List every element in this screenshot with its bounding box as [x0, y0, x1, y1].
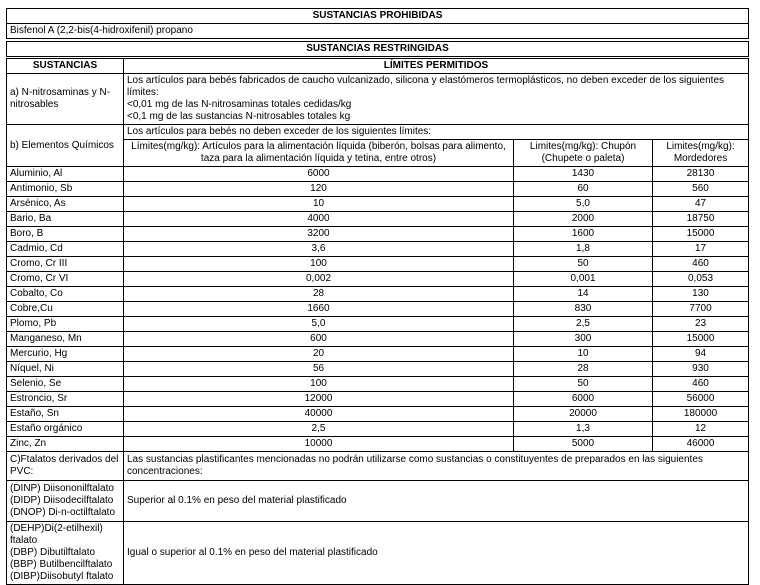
- nitrosamines-limits: [124, 74, 749, 125]
- phthalate-item: (DIDP) Diisodecilftalato: [10, 495, 114, 506]
- limits-header-pacifier: Limites(mg/kg): Chupón (Chupete o paleta): [514, 140, 653, 167]
- limit-pacifier: 20000: [514, 407, 653, 422]
- col-header-limits: LÍMITES PERMITIDOS: [124, 59, 749, 74]
- limit-liquid: 100: [124, 257, 514, 272]
- limit-liquid: 5,0: [124, 317, 514, 332]
- limit-teethers: 460: [653, 377, 749, 392]
- nitrosamines-label: a) N-nitrosaminas y N-nitrosables: [7, 74, 124, 125]
- limit-teethers: 7700: [653, 302, 749, 317]
- element-name: Níquel, Ni: [7, 362, 124, 377]
- limit-liquid: 100: [124, 377, 514, 392]
- element-name: Mercurio, Hg: [7, 347, 124, 362]
- limit-teethers: 18750: [653, 212, 749, 227]
- element-row: [7, 182, 749, 197]
- phthalates-group2-row: [7, 522, 749, 585]
- element-name: Arsénico, As: [7, 197, 124, 212]
- limit-pacifier: 2,5: [514, 317, 653, 332]
- element-row: [7, 422, 749, 437]
- phthalate-item: (DINP) Diisononilftalato: [10, 483, 114, 494]
- elements-intro-text: Los artículos para bebés no deben exceder de los siguientes límites:: [124, 125, 749, 140]
- limits-header-teethers: Limites(mg/kg): Mordedores: [653, 140, 749, 167]
- limit-pacifier: 60: [514, 182, 653, 197]
- element-name: Estaño, Sn: [7, 407, 124, 422]
- phthalate-item: (DNOP) Di-n-octilftalato: [10, 507, 116, 518]
- element-name: Cobalto, Co: [7, 287, 124, 302]
- element-row: [7, 167, 749, 182]
- phthalate-item: (BBP) Butilbencilftalato: [10, 559, 113, 570]
- limit-teethers: 560: [653, 182, 749, 197]
- element-name: Cobre,Cu: [7, 302, 124, 317]
- prohibited-substance-item: Bisfenol A (2,2-bis(4-hidroxifenil) propano: [7, 24, 749, 39]
- element-name: Boro, B: [7, 227, 124, 242]
- limit-teethers: 0,053: [653, 272, 749, 287]
- restricted-section-title: SUSTANCIAS RESTRINGIDAS: [7, 42, 749, 57]
- element-name: Zinc, Zn: [7, 437, 124, 452]
- phthalates-intro-row: [7, 452, 749, 481]
- element-row: [7, 437, 749, 452]
- element-row: [7, 272, 749, 287]
- limit-pacifier: 0,001: [514, 272, 653, 287]
- col-header-substances: SUSTANCIAS: [7, 59, 124, 74]
- limit-pacifier: 2000: [514, 212, 653, 227]
- limit-liquid: 56: [124, 362, 514, 377]
- element-row: [7, 227, 749, 242]
- elements-group-label: b) Elementos Químicos: [7, 125, 124, 167]
- phthalates-group2-label: [7, 522, 124, 585]
- limit-teethers: 460: [653, 257, 749, 272]
- element-name: Bario, Ba: [7, 212, 124, 227]
- limit-pacifier: 50: [514, 377, 653, 392]
- limit-pacifier: 28: [514, 362, 653, 377]
- element-row: [7, 302, 749, 317]
- element-row: [7, 317, 749, 332]
- restricted-section-title-table: [6, 41, 749, 57]
- nitrosamines-limit-line: Los artículos para bebés fabricados de caucho vulcanizado, silicona y elastómeros termoplásticos, no deben exceder de los siguientes límites:: [127, 75, 725, 98]
- phthalates-group1-limit: Superior al 0.1% en peso del material plastificado: [124, 481, 749, 522]
- element-row: [7, 392, 749, 407]
- limit-liquid: 6000: [124, 167, 514, 182]
- limit-pacifier: 1,8: [514, 242, 653, 257]
- limit-teethers: 130: [653, 287, 749, 302]
- limit-liquid: 4000: [124, 212, 514, 227]
- limit-pacifier: 5,0: [514, 197, 653, 212]
- element-row: [7, 287, 749, 302]
- phthalate-item: (DBP) Dibutilftalato: [10, 547, 96, 558]
- element-name: Plomo, Pb: [7, 317, 124, 332]
- limit-liquid: 1660: [124, 302, 514, 317]
- phthalates-intro-text: Las sustancias plastificantes mencionadas no podrán utilizarse como sustancias o constituyentes de preparados en las siguientes concentraciones:: [124, 452, 749, 481]
- limit-pacifier: 1600: [514, 227, 653, 242]
- limits-header-liquid-feeding: Límites(mg/kg): Artículos para la alimentación líquida (biberón, bolsas para alimento, taza para la alimentación líquida y tetina, entre otros): [124, 140, 514, 167]
- element-name: Selenio, Se: [7, 377, 124, 392]
- prohibited-section-title: SUSTANCIAS PROHIBIDAS: [7, 9, 749, 24]
- limit-liquid: 0,002: [124, 272, 514, 287]
- phthalates-group-label: C)Ftalatos derivados del PVC:: [7, 452, 124, 481]
- limit-liquid: 20: [124, 347, 514, 362]
- element-name: Aluminio, Al: [7, 167, 124, 182]
- element-row: [7, 347, 749, 362]
- limit-pacifier: 300: [514, 332, 653, 347]
- element-row: [7, 332, 749, 347]
- limit-liquid: 10000: [124, 437, 514, 452]
- limit-liquid: 120: [124, 182, 514, 197]
- limit-teethers: 56000: [653, 392, 749, 407]
- limit-teethers: 28130: [653, 167, 749, 182]
- limit-teethers: 12: [653, 422, 749, 437]
- limit-teethers: 930: [653, 362, 749, 377]
- phthalate-item: (DEHP)Di(2-etilhexil) ftalato: [10, 523, 103, 546]
- element-name: Cromo, Cr III: [7, 257, 124, 272]
- element-row: [7, 242, 749, 257]
- element-name: Antimonio, Sb: [7, 182, 124, 197]
- limit-liquid: 2,5: [124, 422, 514, 437]
- element-row: [7, 362, 749, 377]
- nitrosamines-row: [7, 74, 749, 125]
- element-name: Manganeso, Mn: [7, 332, 124, 347]
- limit-pacifier: 10: [514, 347, 653, 362]
- phthalates-group2-limit: Igual o superior al 0.1% en peso del material plastificado: [124, 522, 749, 585]
- limit-pacifier: 1430: [514, 167, 653, 182]
- restricted-substances-table: [6, 58, 749, 585]
- element-name: Cromo, Cr VI: [7, 272, 124, 287]
- element-name: Estroncio, Sr: [7, 392, 124, 407]
- limit-pacifier: 1,3: [514, 422, 653, 437]
- limit-liquid: 12000: [124, 392, 514, 407]
- limit-pacifier: 50: [514, 257, 653, 272]
- limit-liquid: 3200: [124, 227, 514, 242]
- phthalates-group1-row: [7, 481, 749, 522]
- limit-teethers: 46000: [653, 437, 749, 452]
- limit-pacifier: 5000: [514, 437, 653, 452]
- limit-teethers: 47: [653, 197, 749, 212]
- phthalate-item: (DIBP)Diisobutyl ftalato: [10, 571, 114, 582]
- element-name: Cadmio, Cd: [7, 242, 124, 257]
- nitrosamines-limit-line: <0,1 mg de las sustancias N-nitrosables totales kg: [127, 111, 351, 122]
- limit-teethers: 23: [653, 317, 749, 332]
- nitrosamines-limit-line: <0,01 mg de las N-nitrosaminas totales cedidas/kg: [127, 99, 352, 110]
- limit-liquid: 600: [124, 332, 514, 347]
- limit-liquid: 3,6: [124, 242, 514, 257]
- element-row: [7, 197, 749, 212]
- element-row: [7, 212, 749, 227]
- element-row: [7, 407, 749, 422]
- column-header-row: [7, 59, 749, 74]
- limit-pacifier: 830: [514, 302, 653, 317]
- limit-pacifier: 6000: [514, 392, 653, 407]
- element-row: [7, 257, 749, 272]
- limit-liquid: 10: [124, 197, 514, 212]
- elements-intro-row: [7, 125, 749, 140]
- limit-teethers: 15000: [653, 332, 749, 347]
- prohibited-substances-table: [6, 8, 749, 39]
- element-name: Estaño orgánico: [7, 422, 124, 437]
- limit-liquid: 40000: [124, 407, 514, 422]
- limit-teethers: 15000: [653, 227, 749, 242]
- limit-teethers: 94: [653, 347, 749, 362]
- limit-liquid: 28: [124, 287, 514, 302]
- phthalates-group1-label: [7, 481, 124, 522]
- limit-pacifier: 14: [514, 287, 653, 302]
- element-row: [7, 377, 749, 392]
- limit-teethers: 17: [653, 242, 749, 257]
- limit-teethers: 180000: [653, 407, 749, 422]
